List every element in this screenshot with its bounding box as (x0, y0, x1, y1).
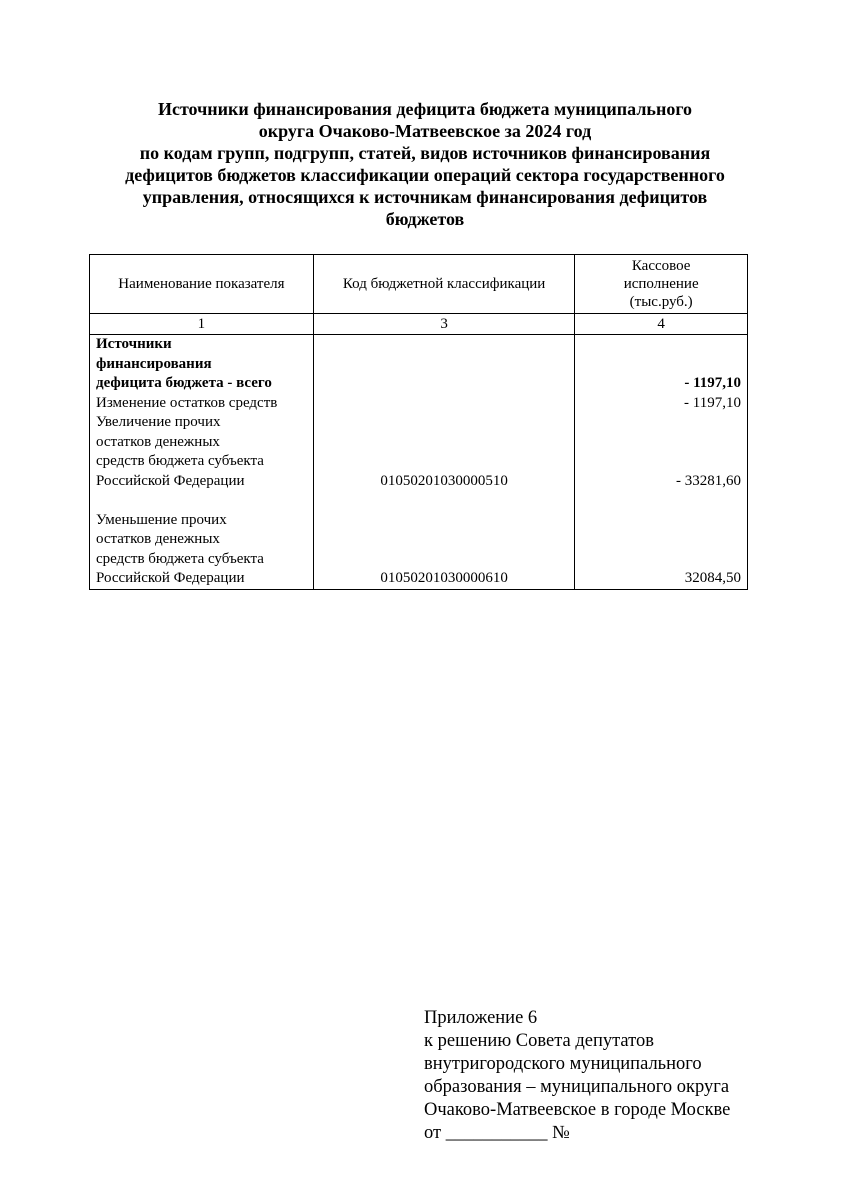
title-line: управления, относящихся к источникам финансирования дефицитов (142, 187, 708, 207)
budget-sources-table (89, 254, 748, 590)
table-header-row (90, 255, 748, 314)
decrease-code: 01050201030000610 (380, 570, 508, 586)
annex-line: Очаково-Матвеевское в городе Москве (424, 1100, 731, 1120)
change-name: Изменение остатков средств (96, 394, 278, 411)
codes-column (313, 335, 574, 590)
increase-name-line: Российской Федерации (96, 472, 245, 489)
decrease-amount: 32084,50 (684, 570, 741, 586)
annex-line: Приложение 6 (424, 1008, 538, 1028)
title-line: по кодам групп, подгрупп, статей, видов источников финансирования (139, 143, 711, 163)
change-amount: - 1197,10 (684, 394, 741, 411)
table-body-row (90, 335, 748, 590)
total-name-line: Источники (96, 336, 172, 352)
decrease-name-line: Российской Федерации (96, 570, 245, 586)
total-amount: - 1197,10 (684, 375, 741, 391)
title-line: дефицитов бюджетов классификации операций сектора государственного (125, 165, 725, 185)
annex-line: внутригородского муниципального (424, 1054, 702, 1074)
decrease-name-line: остатков денежных (96, 531, 220, 547)
change-code (320, 394, 568, 414)
annex-line: образования – муниципального округа (424, 1077, 730, 1097)
column-number: 3 (313, 314, 574, 335)
header-name: Наименование показателя (90, 255, 314, 314)
header-amount: Кассовое исполнение (тыс.руб.) (575, 255, 748, 314)
increase-code: 01050201030000510 (380, 472, 508, 489)
document-title (80, 98, 770, 230)
increase-name-line: средств бюджета субъекта (96, 453, 264, 469)
increase-amount: - 33281,60 (676, 472, 741, 489)
column-number-row (90, 314, 748, 335)
header-code: Код бюджетной классификации (313, 255, 574, 314)
annex-line: от ___________ № (424, 1123, 570, 1143)
annex-line: к решению Совета депутатов (424, 1031, 654, 1051)
title-line: округа Очаково-Матвеевское за 2024 год (258, 121, 592, 141)
increase-name-line: остатков денежных (96, 433, 220, 450)
decrease-name-line: Уменьшение прочих (96, 511, 227, 528)
increase-name-line: Увеличение прочих (96, 414, 221, 430)
total-code (320, 374, 568, 394)
total-name-line: дефицита бюджета - всего (96, 375, 272, 391)
total-name-line: финансирования (96, 355, 212, 372)
title-line: бюджетов (385, 209, 465, 229)
amounts-column (575, 335, 748, 590)
column-number: 4 (575, 314, 748, 335)
annex-block (424, 1007, 730, 1145)
column-number: 1 (90, 314, 314, 335)
title-line: Источники финансирования дефицита бюджета муниципального (157, 99, 693, 119)
decrease-name-line: средств бюджета субъекта (96, 550, 264, 567)
names-column (90, 335, 314, 590)
